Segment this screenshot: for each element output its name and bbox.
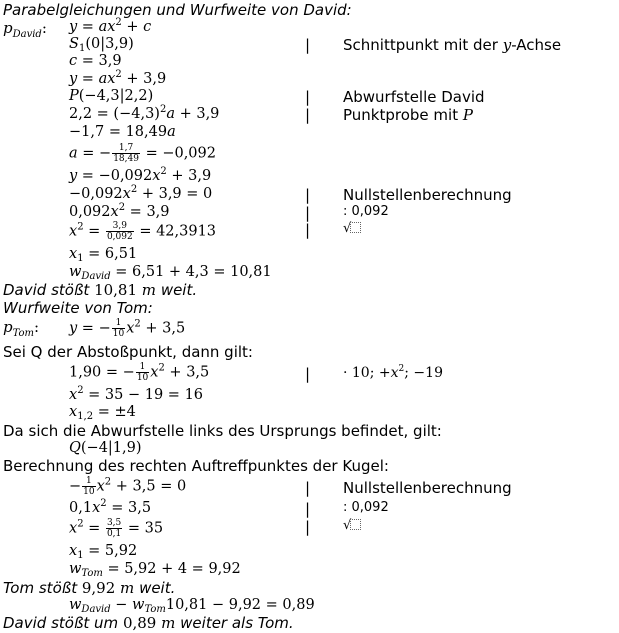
heading-david-row (0, 1, 619, 19)
tom-q-point-row (0, 440, 619, 458)
david-result: David stößt 10,81 m weit. (3, 281, 198, 299)
sqrt-icon: √ (343, 221, 352, 236)
heading-tom: Wurfweite von Tom: (3, 299, 153, 317)
david-a-row (0, 143, 619, 167)
separator: | (305, 88, 311, 106)
math-line: − $\frac{1}{10}$ $x^2 + 3,5 = 0$ (69, 476, 187, 497)
math-line: P(−4,3|2,2) (69, 88, 154, 104)
comment-div: : 0,092 (343, 204, 389, 219)
david-a-eq-row (0, 124, 619, 142)
tom-calc-intro: Berechnung des rechten Auftreffpunktes der Kugel: (3, 457, 389, 475)
label-p-david: $p_{David}$: (3, 19, 47, 40)
david-x2-row (0, 221, 619, 245)
math-line: Q(−4|1,9) (69, 440, 142, 456)
sqrt-icon: √ (343, 518, 352, 533)
david-eq-final-row (0, 168, 619, 186)
math-line: $x_1 = 5,92$ (69, 543, 138, 561)
math-line: a = − $\frac{1,7}{18,49}$ = −0,092 (69, 143, 216, 164)
separator: | (305, 518, 311, 536)
fraction: $\frac{1}{10}$ (136, 362, 149, 383)
math-line: $x^2$ = $\frac{3,9}{0,092}$ = 42,3913 (69, 221, 217, 242)
david-equation-general (0, 17, 619, 40)
tom-x12-row (0, 404, 619, 422)
math-line: $w_{Tom} = 5,92 + 4 = 9,92$ (69, 561, 241, 579)
tom-x2-row (0, 387, 619, 405)
comment-s1: Schnittpunkt mit der y-Achse (343, 36, 562, 54)
tom-w-row (0, 561, 619, 579)
math-line: $x^2 = 35 - 19 = 16$ (69, 385, 204, 403)
fraction: $\frac{3,5}{0,1}$ (106, 518, 122, 539)
placeholder-box (350, 222, 361, 233)
david-eq-c-row (0, 71, 619, 89)
fraction: $\frac{1,7}{18,49}$ (113, 143, 139, 164)
david-p-row (0, 88, 619, 106)
separator: | (305, 186, 311, 204)
david-w-row (0, 264, 619, 282)
tom-result-row (0, 579, 619, 597)
heading-tom-row (0, 299, 619, 317)
comment-sqrt (343, 518, 361, 533)
tom-x2-frac-row (0, 518, 619, 542)
final-diff-row (0, 597, 619, 615)
separator: | (305, 479, 311, 497)
comment-sqrt (343, 221, 361, 236)
david-result-row (0, 281, 619, 299)
separator: | (305, 221, 311, 239)
math-line: y = − $\frac{1}{10}$ $x^2 + 3,5$ (69, 318, 186, 339)
math-line: −1,7 = 18,49a (69, 124, 176, 140)
math-line: $2,2 = (-4,3)^2a + 3,9$ (69, 104, 220, 122)
math-line: $w_{David} - w_{Tom}10,81 - 9,92 = 0,89$ (69, 597, 315, 615)
label-p-tom: $p_{Tom}$: (3, 318, 40, 339)
tom-left-origin: Da sich die Abwurfstelle links des Ursprungs befindet, gilt: (3, 422, 442, 440)
david-s1-row (0, 36, 619, 54)
separator: | (305, 365, 311, 383)
math-line: $0,1x^2 = 3,5$ (69, 498, 152, 516)
math-line: $y = -0,092x^2 + 3,9$ (69, 166, 212, 184)
comment-abwurf: Abwurfstelle David (343, 88, 485, 106)
separator: | (305, 204, 311, 222)
final-result: David stößt um 0,89 m weiter als Tom. (3, 614, 294, 632)
david-probe-row (0, 106, 619, 124)
math-line: $w_{David} = 6,51 + 4,3 = 10,81$ (69, 264, 272, 282)
comment-ops: · 10; $+x^2$; −19 (343, 364, 443, 381)
tom-q-intro: Sei Q der Abstoßpunkt, dann gilt: (3, 343, 253, 361)
math-line: $y = ax^2 + 3,9$ (69, 69, 167, 87)
math-line: $x_{1,2} = \pm 4$ (69, 404, 136, 422)
math-line: 1,90 = − $\frac{1}{10}$ $x^2 + 3,5$ (69, 362, 210, 383)
final-result-row (0, 614, 619, 632)
fraction: $\frac{1}{10}$ (83, 476, 95, 497)
comment-probe: Punktprobe mit P (343, 106, 473, 124)
tom-q-eq-row (0, 362, 619, 386)
math-line: $x_1 = 6,51$ (69, 246, 138, 264)
tom-x1-row (0, 543, 619, 561)
math-line: $x^2$ = $\frac{3,5}{0,1}$ = 35 (69, 518, 164, 539)
math-line: $0,092x^2 = 3,9$ (69, 202, 170, 220)
separator: | (305, 500, 311, 518)
tom-q-intro-row (0, 343, 619, 361)
separator: | (305, 106, 311, 124)
separator: | (305, 36, 311, 54)
math-line: c = 3,9 (69, 53, 122, 69)
comment-null: Nullstellenberechnung (343, 186, 512, 204)
math-line: $y = ax^2 + c$ (69, 17, 152, 35)
tom-calc-intro-row (0, 457, 619, 475)
tom-equation-row (0, 318, 619, 342)
comment-null: Nullstellenberechnung (343, 479, 512, 497)
tom-result: Tom stößt 9,92 m weit. (3, 579, 176, 597)
david-x1-row (0, 246, 619, 264)
fraction: $\frac{3,9}{0,092}$ (106, 221, 133, 242)
heading-david: Parabelgleichungen und Wurfweite von David: (3, 1, 352, 19)
tom-null-row (0, 476, 619, 500)
fraction: $\frac{1}{10}$ (112, 318, 125, 339)
tom-left-row (0, 422, 619, 440)
math-line: $S_1(0|3,9)$ (69, 36, 134, 54)
david-div-row (0, 204, 619, 222)
david-null-row (0, 186, 619, 204)
comment-div: : 0,092 (343, 500, 389, 515)
math-line: $-0,092x^2 + 3,9 = 0$ (69, 184, 213, 202)
placeholder-box (350, 519, 361, 530)
david-c-row (0, 53, 619, 71)
tom-01-row (0, 500, 619, 518)
